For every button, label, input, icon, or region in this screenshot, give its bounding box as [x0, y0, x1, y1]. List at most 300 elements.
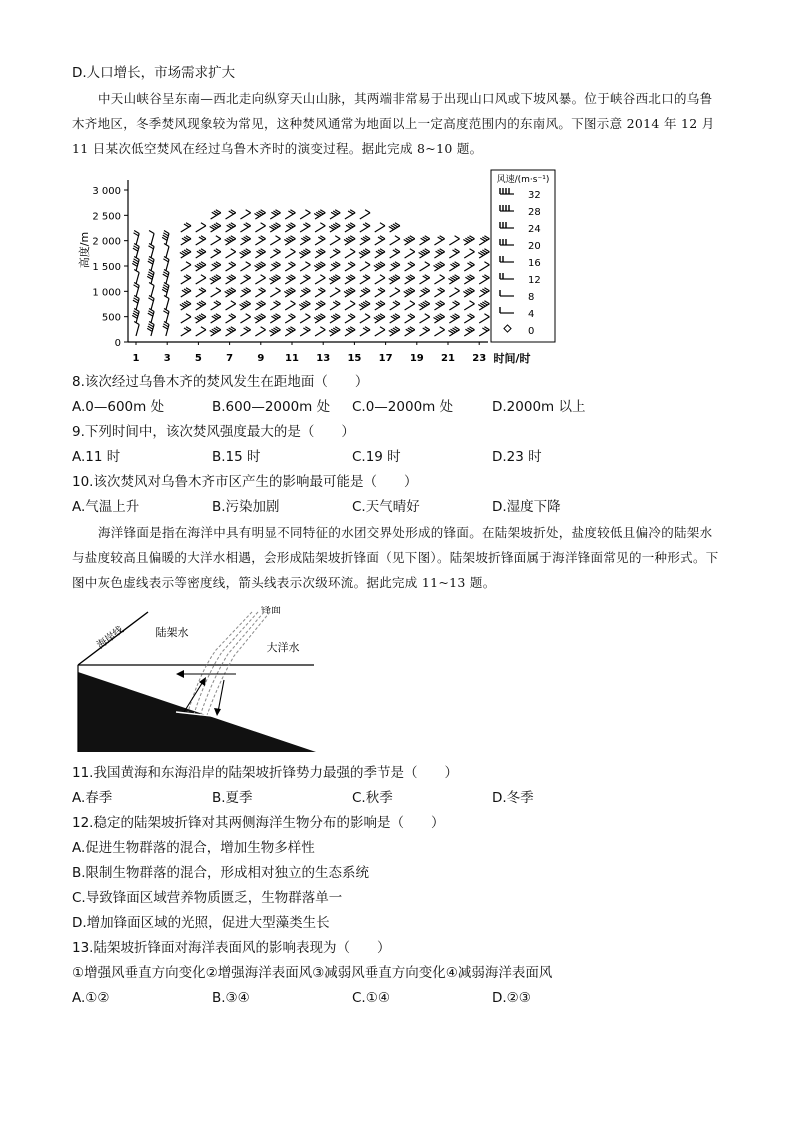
wind-barb: [375, 275, 385, 284]
wind-barb: [360, 262, 370, 271]
wind-barb: [390, 314, 400, 323]
wind-barb: [434, 301, 444, 310]
wind-barb: [285, 275, 295, 284]
wind-barb: [134, 230, 140, 245]
wind-barb: [374, 314, 385, 323]
wind-barb: [195, 262, 206, 271]
isopycnal-line: [194, 612, 258, 714]
wind-barb: [163, 308, 169, 323]
wind-barb: [300, 275, 310, 284]
wind-barb: [163, 269, 169, 284]
wind-barb: [464, 314, 474, 323]
y-tick-label: 3 000: [92, 186, 121, 197]
wind-barb: [434, 275, 444, 284]
wind-barb: [210, 327, 221, 336]
wind-barb: [211, 236, 221, 245]
wind-barb: [132, 308, 139, 323]
coastline-label: 海岸线: [95, 624, 126, 652]
wind-barb: [345, 301, 355, 310]
wind-barb: [300, 314, 310, 323]
question-7-option-d: D.人口增长，市场需求扩大: [72, 65, 236, 81]
wind-barb: [405, 262, 415, 271]
wind-barb: [434, 262, 445, 271]
seabed: [78, 672, 316, 752]
wind-barb: [389, 223, 400, 232]
wind-barb: [314, 314, 325, 323]
q9-option-a[interactable]: A.11 时: [72, 449, 121, 465]
legend-label: 20: [528, 241, 541, 252]
wind-barb: [240, 301, 251, 310]
wind-barb: [134, 321, 139, 336]
x-tick-label: 3: [163, 353, 171, 364]
wind-barb: [375, 223, 385, 232]
wind-barb: [344, 236, 355, 245]
wind-barb: [195, 314, 206, 323]
wind-barb: [405, 249, 415, 258]
shelf-water-label: 陆架水: [155, 626, 189, 639]
arrowhead: [214, 708, 221, 716]
wind-barb: [226, 210, 236, 219]
q9-option-d[interactable]: D.23 时: [492, 449, 542, 465]
wind-barb: [404, 236, 415, 245]
wind-barb: [240, 314, 250, 323]
wind-barb: [405, 327, 415, 336]
wind-barb: [360, 236, 370, 245]
wind-barb: [285, 262, 295, 271]
wind-barb: [434, 327, 444, 336]
wind-barb: [405, 275, 415, 284]
wind-barb-chart: [72, 165, 562, 370]
wind-barb: [360, 210, 370, 219]
wind-barb: [284, 236, 295, 245]
wind-barb: [285, 327, 295, 336]
wind-barb: [269, 327, 280, 336]
wind-barb: [147, 269, 154, 284]
wind-barb: [163, 321, 169, 336]
wind-barb: [133, 243, 139, 258]
wind-barb: [345, 327, 355, 336]
wind-barb: [254, 262, 265, 271]
y-axis-title: 高度/m: [78, 231, 91, 269]
wind-barb: [420, 288, 430, 297]
wind-barb: [479, 275, 489, 284]
question-10-stem: 10.该次焚风对乌鲁木齐市区产生的影响最可能是（ ）: [72, 474, 418, 490]
q13-option-b[interactable]: B.③④: [212, 990, 250, 1006]
wind-barb: [449, 262, 459, 271]
legend-label: 12: [528, 275, 541, 286]
wind-barb: [420, 275, 430, 284]
x-tick-label: 1: [132, 353, 140, 364]
wind-barb: [255, 275, 265, 284]
wind-barb: [390, 301, 400, 310]
passage-foehn-text: 中天山峡谷呈东南—西北走向纵穿天山山脉，其两端非常易于出现山口风或下坡风暴。位于峡谷西北口的乌鲁木齐地区，冬季焚风现象较为常见，这种焚风通常为地面以上一定高度范围内的东南风。下图示意 2014 年 12 月 11 日某次低空焚风在经过乌鲁木齐时的演变过程。据此完成 8~10 题。: [72, 91, 715, 156]
shelf-front-diagram: [76, 606, 318, 754]
legend-label: 0: [528, 326, 535, 337]
wind-barb: [181, 223, 191, 232]
q11-option-c[interactable]: C.秋季: [352, 790, 393, 806]
wind-barb: [240, 262, 250, 271]
wind-barb: [211, 288, 221, 297]
wind-barb: [449, 314, 459, 323]
wind-barb: [330, 314, 340, 323]
wind-barb: [330, 288, 340, 297]
y-tick-label: 1 500: [92, 262, 121, 273]
legend-label: 28: [528, 207, 541, 218]
wind-barb: [255, 327, 265, 336]
y-tick-label: 1 000: [92, 287, 121, 299]
wind-barb: [434, 249, 444, 258]
x-tick-label: 21: [441, 353, 455, 364]
wind-barb: [270, 249, 280, 258]
wind-barb: [134, 282, 140, 297]
wind-barb: [390, 262, 400, 271]
wind-barb: [434, 314, 445, 323]
wind-barb: [285, 223, 295, 232]
wind-barb: [148, 243, 154, 258]
wind-barb: [330, 301, 340, 310]
circulation-arrow-down: [218, 680, 224, 712]
wind-barb: [463, 236, 474, 245]
wind-barb: [315, 223, 325, 232]
q8-option-d[interactable]: D.2000m 以上: [492, 399, 586, 415]
wind-barb: [134, 269, 139, 284]
x-tick-label: 13: [316, 353, 331, 364]
wind-barb: [300, 210, 310, 219]
isopycnal-line: [188, 612, 252, 712]
legend-label: 8: [528, 292, 535, 303]
q13-option-d[interactable]: D.②③: [492, 990, 531, 1006]
wind-barb: [448, 327, 459, 336]
ocean-water-label: 大洋水: [266, 641, 300, 654]
wind-barb: [300, 223, 310, 232]
q12-option-a[interactable]: A.促进生物群落的混合，增加生物多样性: [72, 840, 315, 856]
wind-barb: [196, 301, 206, 310]
wind-barbs: [132, 210, 489, 336]
wind-barb: [390, 288, 400, 297]
wind-barb: [226, 275, 236, 284]
wind-barb: [405, 301, 415, 310]
wind-barb: [345, 275, 355, 284]
wind-barb: [285, 314, 295, 323]
y-axis-label: [77, 232, 91, 268]
wind-barb: [255, 223, 265, 232]
wind-barb: [226, 223, 236, 232]
wind-barb: [240, 236, 250, 245]
wind-barb: [479, 314, 489, 323]
wind-barb: [359, 301, 370, 310]
q13-option-a[interactable]: A.①②: [72, 990, 110, 1006]
wind-barb: [375, 327, 385, 336]
wind-barb: [148, 256, 154, 271]
wind-barb: [196, 236, 206, 245]
wind-barb: [420, 236, 430, 245]
x-tick-label: 17: [378, 353, 393, 364]
wind-barb: [434, 236, 444, 245]
wind-barb: [270, 301, 280, 310]
wind-barb: [329, 223, 340, 232]
wind-barb: [270, 288, 280, 297]
wind-barb: [132, 256, 139, 271]
wind-barb: [329, 275, 340, 284]
wind-barb: [164, 243, 169, 258]
wind-barb: [299, 249, 310, 258]
wind-barb: [449, 249, 459, 258]
wind-barb: [315, 275, 325, 284]
wind-barb: [270, 210, 280, 219]
wind-barb: [196, 249, 206, 258]
wind-barb: [284, 288, 295, 297]
q9-option-b[interactable]: B.15 时: [212, 449, 261, 465]
wind-barb: [148, 308, 154, 323]
legend-label: 16: [528, 258, 541, 269]
wind-barb: [360, 223, 370, 232]
wind-barb: [479, 327, 489, 336]
x-axis-title: 时间/时: [493, 352, 531, 365]
wind-barb: [211, 314, 221, 323]
x-tick-label: 19: [409, 353, 424, 364]
legend-title: 风速/(m·s⁻¹): [496, 175, 550, 185]
arrowhead: [176, 670, 184, 678]
wind-barb: [180, 301, 191, 310]
isopycnal-line: [200, 612, 264, 716]
wind-barb: [390, 249, 400, 258]
q9-option-c[interactable]: C.19 时: [352, 449, 401, 465]
wind-barb: [226, 314, 236, 323]
wind-barb: [345, 262, 355, 271]
wind-barb: [420, 262, 430, 271]
wind-barb: [255, 249, 265, 258]
q8-option-c[interactable]: C.0—2000m 处: [352, 399, 454, 415]
wind-barb: [478, 249, 489, 258]
wind-barb: [211, 210, 221, 219]
wind-barb: [240, 210, 250, 219]
wind-barb: [448, 275, 459, 284]
wind-barb: [315, 327, 325, 336]
wind-barb: [375, 249, 385, 258]
q10-option-a[interactable]: A.气温上升: [72, 499, 140, 515]
wind-barb: [240, 275, 250, 284]
q10-option-b[interactable]: B.污染加剧: [212, 499, 280, 515]
q12-option-b[interactable]: B.限制生物群落的混合，形成相对独立的生态系统: [72, 865, 370, 881]
wind-barb: [240, 223, 250, 232]
q10-option-c[interactable]: C.天气晴好: [352, 499, 420, 515]
wind-barb: [255, 236, 265, 245]
wind-barb: [478, 301, 489, 310]
y-tick-label: 500: [101, 312, 121, 324]
x-tick-label: 15: [347, 353, 362, 364]
wind-barb: [196, 223, 206, 232]
wind-barb: [449, 301, 459, 310]
wind-barb: [479, 236, 489, 245]
question-9-stem: 9.下列时间中，该次焚风强度最大的是（ ）: [72, 424, 355, 440]
wind-barb: [449, 288, 459, 297]
wind-barb: [359, 249, 370, 258]
wind-barb: [270, 262, 280, 271]
wind-barb: [464, 327, 474, 336]
wind-barb: [164, 295, 169, 310]
wind-barb: [269, 223, 280, 232]
q10-option-d[interactable]: D.湿度下降: [492, 499, 561, 515]
wind-barb: [330, 262, 340, 271]
wind-barb: [148, 295, 154, 310]
wind-barb: [464, 275, 474, 284]
wind-barb: [344, 288, 355, 297]
wind-barb: [390, 236, 400, 245]
passage-shelf-front-text: 海洋锋面是指在海洋中具有明显不同特征的水团交界处形成的锋面。在陆架坡折处，盐度较低且偏冷的陆架水与盐度较高且偏暖的大洋水相遇，会形成陆架坡折锋面（见下图）。陆架坡折锋面属于海洋锋面常见的一种形式。下图中灰色虚线表示等密度线，箭头线表示次级环流。据此完成 11~13 题。: [72, 525, 719, 590]
wind-barb: [196, 327, 206, 336]
wind-barb: [464, 301, 474, 310]
wind-barb: [162, 282, 169, 297]
wind-barb: [345, 223, 355, 232]
wind-barb: [389, 327, 400, 336]
wind-barb: [434, 288, 444, 297]
question-12-stem: 12.稳定的陆架坡折锋对其两侧海洋生物分布的影响是（ ）: [72, 815, 445, 831]
wind-barb: [181, 262, 191, 271]
wind-barb: [270, 314, 280, 323]
x-tick-label: 5: [194, 353, 202, 364]
wind-barb: [210, 223, 221, 232]
x-tick-label: 7: [226, 353, 234, 364]
wind-barb: [211, 249, 221, 258]
passage-shelf-front: [72, 520, 722, 595]
wind-barb: [479, 288, 489, 297]
wind-barb: [404, 288, 415, 297]
wind-barb: [374, 262, 385, 271]
wind-barb: [181, 236, 191, 245]
q11-option-a[interactable]: A.春季: [72, 790, 113, 806]
wind-barb: [196, 275, 206, 284]
wind-barb: [300, 236, 310, 245]
wind-barb: [225, 236, 236, 245]
wind-barb: [360, 314, 370, 323]
wind-barb: [314, 210, 325, 219]
q8-option-b[interactable]: B.600—2000m 处: [212, 399, 331, 415]
q13-option-c[interactable]: C.①④: [352, 990, 390, 1006]
wind-barb: [405, 314, 415, 323]
wind-barb: [255, 301, 265, 310]
wind-barb: [463, 288, 474, 297]
wind-barb: [345, 249, 355, 258]
wind-barb: [226, 327, 236, 336]
question-13-stem: 13.陆架坡折锋面对海洋表面风的影响表现为（ ）: [72, 940, 391, 956]
wind-barb: [196, 288, 206, 297]
wind-barb: [254, 314, 265, 323]
x-ticks: [133, 342, 487, 364]
wind-barb: [479, 262, 489, 271]
wind-barb: [163, 256, 169, 271]
wind-barb: [299, 301, 310, 310]
y-ticks: [92, 186, 128, 349]
wind-barb: [181, 314, 191, 323]
q13-statements: ①增强风垂直方向变化②增强海洋表面风③减弱风垂直方向变化④减弱海洋表面风: [72, 965, 553, 981]
wind-barb: [389, 275, 400, 284]
wind-barb: [285, 210, 295, 219]
q11-option-d[interactable]: D.冬季: [492, 790, 534, 806]
wind-barb: [225, 288, 236, 297]
wind-barb: [315, 288, 325, 297]
question-11-stem: 11.我国黄海和东海沿岸的陆架坡折锋势力最强的季节是（ ）: [72, 765, 458, 781]
wind-barb: [329, 327, 340, 336]
wind-barb: [315, 301, 325, 310]
legend-label: 4: [528, 309, 535, 320]
y-tick-label: 0: [114, 338, 121, 349]
wind-barb: [360, 288, 370, 297]
wind-barb: [226, 262, 236, 271]
wind-barb: [181, 275, 191, 284]
wind-barb: [240, 327, 250, 336]
wind-barb: [181, 288, 191, 297]
wind-barb: [464, 249, 474, 258]
q11-option-b[interactable]: B.夏季: [212, 790, 253, 806]
passage-foehn: [72, 86, 722, 161]
q12-option-c[interactable]: C.导致锋面区域营养物质匮乏，生物群落单一: [72, 890, 343, 906]
wind-barb: [269, 275, 280, 284]
wind-barb: [226, 249, 236, 258]
wind-barb: [300, 288, 310, 297]
wind-barb: [375, 236, 385, 245]
wind-barb: [210, 275, 221, 284]
wind-barb: [360, 275, 370, 284]
wind-barb: [360, 327, 370, 336]
wind-barb: [464, 262, 474, 271]
wind-barb: [162, 230, 169, 245]
wind-barb: [345, 210, 355, 219]
wind-barb: [149, 282, 154, 297]
wind-barb: [240, 288, 250, 297]
wind-barb: [330, 236, 340, 245]
wind-barb: [211, 301, 221, 310]
wind-barb: [314, 262, 325, 271]
wind-barb: [375, 288, 385, 297]
wind-barb: [254, 210, 265, 219]
circulation-arrow-up: [184, 680, 204, 712]
wind-barb: [270, 236, 280, 245]
q12-option-d[interactable]: D.增加锋面区域的光照，促进大型藻类生长: [72, 915, 330, 931]
wind-barb: [315, 236, 325, 245]
y-tick-label: 2 000: [92, 236, 121, 248]
wind-barb: [300, 327, 310, 336]
wind-barb: [419, 249, 430, 258]
wind-barb: [330, 249, 340, 258]
wind-barb: [226, 301, 236, 310]
wind-barb: [255, 288, 265, 297]
q8-option-a[interactable]: A.0—600m 处: [72, 399, 165, 415]
x-tick-label: 23: [472, 353, 487, 364]
wind-barb: [375, 301, 385, 310]
wind-barb: [211, 262, 221, 271]
wind-barb: [147, 321, 154, 336]
x-tick-label: 11: [285, 353, 299, 364]
wind-barb: [181, 327, 191, 336]
wind-barb: [180, 249, 191, 258]
wind-barb: [330, 210, 340, 219]
wind-barb: [133, 295, 139, 310]
legend-label: 32: [528, 190, 541, 201]
wind-barb: [315, 249, 325, 258]
front-label: 锋面: [261, 606, 281, 616]
wind-barb: [285, 301, 295, 310]
y-tick-label: 2 500: [92, 211, 121, 223]
wind-barb: [419, 301, 430, 310]
wind-barb: [149, 230, 154, 245]
wind-barb: [449, 236, 459, 245]
wind-barb: [420, 314, 430, 323]
question-8-stem: 8.该次经过乌鲁木齐的焚风发生在距地面（ ）: [72, 374, 369, 390]
wind-barb: [300, 262, 310, 271]
legend-label: 24: [528, 224, 541, 235]
wind-barb: [240, 249, 251, 258]
x-tick-label: 9: [257, 353, 265, 364]
